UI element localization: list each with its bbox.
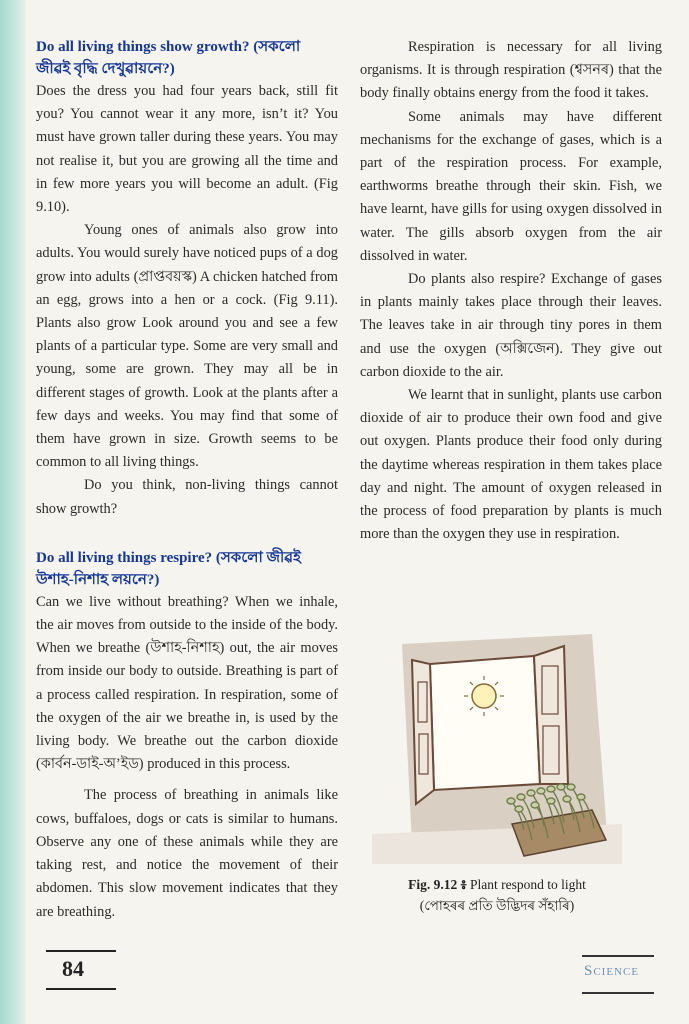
paragraph: The process of breathing in animals like cows, buffaloes, dogs or cats is similar to humans. Observe any one of these animals while they are taking rest, and notice the movement of their abdomen. This slow movement indicates that they are breathing. [36,787,338,920]
heading-growth: Do all living things show growth? (সকলো জীৱই বৃদ্ধি দেখুৱায়নে?) [36,39,301,77]
heading-respire: Do all living things respire? (সকলো জীৱই উশাহ-নিশাহ লয়নে?) [36,549,301,588]
page-number: 84 [62,956,84,981]
paragraph: Respiration is necessary for all living organisms. It is through respiration (শ্বসনৰ) that the body finally obtains energy from the food it takes. [360,39,662,102]
right-shutter [534,646,568,784]
footer-rule-top-right [582,955,654,957]
window-opening [430,656,540,790]
paragraph: Does the dress you had four years back, still fit you? You cannot wear it any more, isn’t it? You must have grown taller during these years. You may not realise it, but you are growing all the time and in few more years you will become an adult. (Fig 9.10). [36,83,338,216]
right-column [360,36,662,546]
paragraph: Some animals may have different mechanisms for the exchange of gases, which is a part of the respiration process. For example, earthworms breathe through their skin. Fish, we have learnt, have gills for using oxygen dissolved in water. The gills absorb oxygen from the air dissolved in water. [360,108,662,264]
figure-caption [372,874,622,916]
footer-rule-top-left [46,950,116,952]
left-column [36,36,338,924]
figure-label: Fig. 9.12 ៖ [408,877,467,892]
paragraph: We learnt that in sunlight, plants use carbon dioxide of air to produce their own food and give out oxygen. Plants produce their food only during the daytime whereas respiration in them takes place day and night. The amount of oxygen released in the process of food preparation by plants is much more than the oxygen they use in respiration. [360,387,662,543]
sun-icon [472,684,496,708]
paragraph: Do you think, non-living things cannot show growth? [36,477,338,517]
figure-caption-assamese: (পোহৰৰ প্ৰতি উদ্ভিদৰ সঁহাৰি) [419,898,575,913]
footer-book-label: Science [584,963,640,979]
paragraph: Young ones of animals also grow into adults. You would surely have noticed pups of a dog grow into adults (প্ৰাপ্তবয়স্ক) A chicken hatched from an egg, grows into a hen or a cock. (Fig 9.11). Plants also grow Look around you and see a few plants of a particular type. Some are very small and young, some are grown. They may all be in different stages of growth. Look at the plants after a few days and weeks. You may find that some of them have grown in size. Growth seems to be common to all living things. [36,222,338,471]
paragraph: Can we live without breathing? When we inhale, the air moves from outside to the inside of the body. When we breathe (উশাহ-নিশাহ) out, the air moves from inside our body to outside. Breathing is part of a process called respiration. In respiration, some of the oxygen of the air we breathe in, is used by the living body. We breathe out the carbon dioxide (কাৰ্বন-ডাই-অ’ইড) produced in this process. [36,593,338,773]
figure-caption-text: Plant respond to light [469,877,586,892]
page-edge-stripe [0,0,26,1024]
paragraph: Do plants also respire? Exchange of gases in plants mainly takes place through their leaves. The leaves take in air through tiny pores in them and use the oxygen (অক্সিজেন). They give out carbon dioxide to the air. [360,271,662,380]
figure-plant-window-illustration [372,634,622,864]
footer-rule-bottom-left [46,988,116,990]
footer-rule-bottom-right [582,992,654,994]
